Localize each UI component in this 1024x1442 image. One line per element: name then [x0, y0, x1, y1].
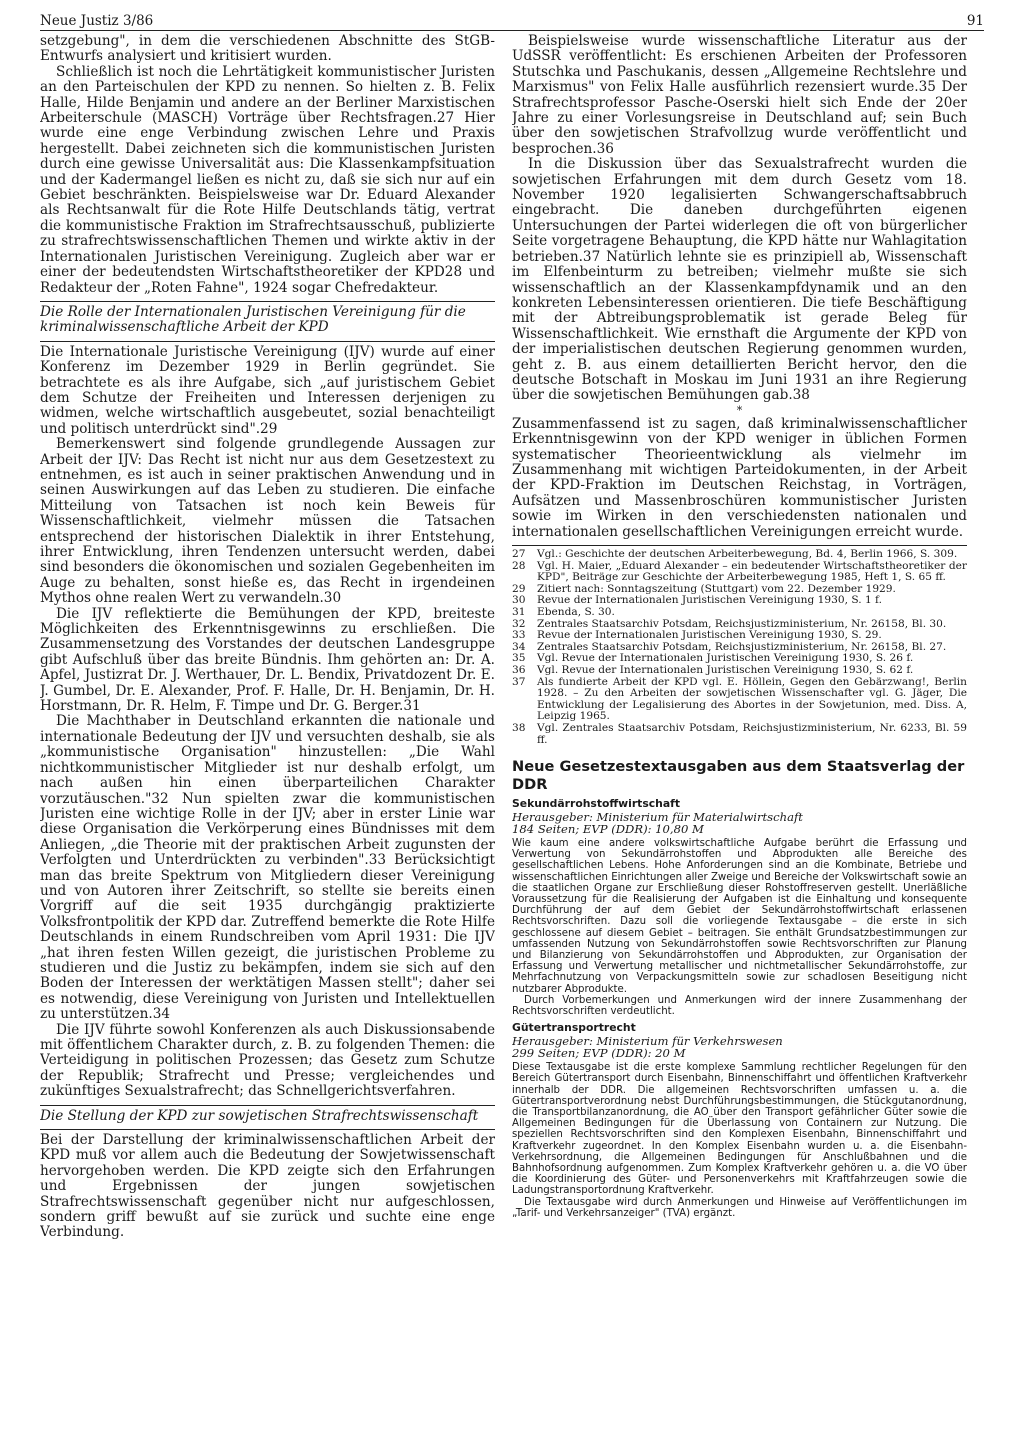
footnote: [512, 607, 967, 619]
footnote: [512, 665, 967, 677]
publication-publisher: Herausgeber: Ministerium für Verkehrswesen: [512, 1033, 783, 1048]
publication-title: Gütertransportrecht: [512, 1021, 636, 1035]
section-divider: [40, 1105, 495, 1106]
footnote-number: 32: [512, 617, 526, 630]
paragraph: setzgebung", in dem die verschiedenen Abschnitte des StGB-Entwurfs analysiert und kritisiert wurden.: [40, 34, 495, 65]
paragraph: Bei der Darstellung der kriminalwissenschaftlichen Arbeit der KPD muß vor allem auch die Bedeutung der Sowjetwissenschaft hervorgehoben werden. Die KPD zeigte sich den Erfahrungen und Ergebnissen der jungen sowjetischen Strafrechtswissenschaft gegenüber nicht nur aufgeschlossen, sondern griff bewußt auf sie zurück und suchte eine enge Verbindung.: [40, 1132, 495, 1241]
publication-description: Durch Vorbemerkungen und Anmerkungen wird der innere Zusammenhang der Rechtsvorschriften verdeutlicht.: [512, 994, 967, 1018]
footnote-number: 30: [512, 594, 526, 607]
footnote-text: Ebenda, S. 30.: [537, 605, 615, 618]
section-heading: Die Stellung der KPD zur sowjetischen Strafrechtswissenschaft: [40, 1107, 479, 1124]
section-divider: [40, 301, 495, 302]
footnote: [512, 723, 967, 746]
publication-details: 299 Seiten; EVP (DDR): 20 M: [512, 1045, 686, 1060]
section-heading: Die Rolle der Internationalen Juristischen Vereinigung für die kriminalwissenschaftliche Arbeit der KPD: [40, 303, 466, 336]
footnote-text: Zentrales Staatsarchiv Potsdam, Reichsjustizministerium, Nr. 26158, Bl. 30.: [537, 617, 947, 630]
publications-box: [512, 758, 967, 1219]
footnote: [512, 549, 967, 561]
paragraph: Beispielsweise wurde wissenschaftliche Literatur aus der UdSSR veröffentlicht: Es erschienen Arbeiten der Professoren Stutschka und Paschukanis, dessen „Allgemeine Rechtslehre und Marxismus" von Felix Halle ausführlich rezensiert wurde.35 Der Strafrechtsprofessor Pasche-Oserski hielt sich Ende der 20er Jahre zu einer Vorlesungsreise in Deutschland auf; sein Buch über den sowjetischen Strafvollzug wurde veröffentlicht und besprochen.36: [512, 34, 967, 157]
footnote: [512, 677, 967, 723]
footnote-text: Vgl. Revue der Internationalen Juristischen Vereinigung 1930, S. 26 f.: [537, 652, 914, 665]
publication-details: 184 Seiten; EVP (DDR): 10,80 M: [512, 821, 704, 836]
footnote-number: 36: [512, 663, 526, 676]
paragraph: Schließlich ist noch die Lehrtätigkeit kommunistischer Juristen an den Parteischulen der KPD zu nennen. So hielten z. B. Felix Halle, Hilde Benjamin und andere an der Berliner Marxistischen Arbeiterschule (MASCH) Vorträge über Rechtsfragen.27 Hier wurde eine enge Verbindung zwischen Lehre und Praxis hergestellt. Dabei zeichneten sich die kommunistischen Juristen durch eine gewisse Universalität aus: Die Klassenkampfsituation und der Kadermangel ließen es nicht zu, daß sie sich nur auf ein Gebiet beschränkten. Beispielsweise war Dr. Eduard Alexander als Rechtsanwalt für die Rote Hilfe Deutschlands tätig, vertrat die kommunistische Fraktion im Strafrechtsausschuß, publizierte zu strafrechtswissenschaftlichen Themen und wirkte aktiv in der Internationalen Juristischen Vereinigung. Zugleich aber war er einer der bedeutendsten Wirtschaftstheoretiker der KPD28 und Redakteur der „Roten Fahne", 1924 sogar Chefredakteur.: [40, 63, 495, 296]
footnote-number: 37: [512, 675, 526, 688]
footnote-text: Zitiert nach: Sonntagszeitung (Stuttgart) vom 22. Dezember 1929.: [537, 582, 896, 595]
paragraph: Bemerkenswert sind folgende grundlegende Aussagen zur Arbeit der IJV: Das Recht ist nicht nur aus dem Gesetzestext zu entnehmen, es ist auch in seiner praktischen Anwendung und in seinen Auswirkungen auf das Leben zu studieren. Die einfache Mitteilung von Tatsachen ist noch kein Beweis für Wissenschaftlichkeit, vielmehr müssen die Tatsachen entsprechend der historischen Dialektik in ihrer Entstehung, ihrer Entwicklung, ihren Tendenzen untersucht werden, dabei sind besonders die ökonomischen und sozialen Gegebenheiten im Auge zu behalten, sonst hieße es, das Recht in irgendeinen Mythos ohne realen Wert zu verwandeln.30: [40, 436, 495, 607]
footnote-number: 27: [512, 548, 526, 560]
footnote-number: 31: [512, 605, 526, 618]
section-divider: [40, 341, 495, 342]
footnote-text: Vgl. Revue der Internationalen Juristischen Vereinigung 1930, S. 62 f.: [537, 663, 914, 676]
footnote-text: Vgl. H. Maier, „Eduard Alexander – ein bedeutender Wirtschaftstheoretiker der KPD", Beiträge zur Geschichte der Arbeiterbewegung 1985, Heft 1, S. 65 ff.: [537, 559, 967, 584]
paragraph: In die Diskussion über das Sexualstrafrecht wurden die sowjetischen Erfahrungen mit dem durch Gesetz vom 18. November 1920 legalisierten Schwangerschaftsabbruch eingebracht. Die daneben durchgeführten eigenen Untersuchungen der Partei widerlegen die oft von bürgerlicher Seite vorgetragene Behauptung, die KPD hätte nur Wahlagitation betrieben.37 Natürlich lehnte sie es prinzipiell ab, Wissenschaft im Elfenbeinturm zu betreiben; vielmehr mußte sie sich wissenschaftlich an der Klassenkampfdynamik und an den konkreten Lebensinteressen orientieren. Die tiefe Beschäftigung mit der Abtreibungsproblematik ist gerade Beleg für Wissenschaftlichkeit. Wie ernsthaft die Argumente der KPD von der imperialistischen deutschen Regierung genommen wurden, geht z. B. aus einem detaillierten Bericht hervor, den die deutsche Botschaft in Moskau im Juni 1931 an ihre Regierung über die sowjetischen Bemühungen gab.38: [512, 156, 967, 404]
journal-issue: Neue Justiz 3/86: [40, 13, 154, 29]
footnote-list: [512, 549, 967, 746]
paragraph: Die IJV reflektierte die Bemühungen der KPD, breiteste Möglichkeiten des Erkenntnisgewinns zu erschließen. Die Zusammensetzung des Vorstandes der deutschen Landesgruppe gibt Aufschluß über das breite Bündnis. Ihm gehörten an: Dr. A. Apfel, Justizrat Dr. J. Werthauer, Dr. L. Bendix, Privatdozent Dr. E. J. Gumbel, Dr. E. Alexander, Prof. F. Halle, Dr. H. Benjamin, Dr. H. Horstmann, Dr. R. Helm, F. Timpe und Dr. G. Berger.31: [40, 605, 495, 715]
section-divider: [40, 1129, 495, 1130]
footnote-number: 35: [512, 652, 526, 665]
footnote: [512, 561, 967, 584]
paragraph: Die IJV führte sowohl Konferenzen als auch Diskussionsabende mit öffentlichem Charakter durch, z. B. zu folgenden Themen: die Verteidigung in politischen Prozessen; das Gesetz zum Schutze der Republik; Strafrecht und Presse; vergleichendes und zukünftiges Sexualstrafrecht; das Schnellgerichtsverfahren.: [40, 1021, 495, 1100]
footnote-text: Vgl.: Geschichte der deutschen Arbeiterbewegung, Bd. 4, Berlin 1966, S. 309.: [537, 548, 958, 560]
asterisk-separator: *: [736, 403, 743, 417]
paragraph: Zusammenfassend ist zu sagen, daß kriminalwissenschaftlicher Erkenntnisgewinn von der KPD weniger in üblichen Formen systematischer Theorieentwicklung als vielmehr im Zusammenhang mit wichtigen Parteidokumenten, in der Arbeit der KPD-Fraktion im Deutschen Reichstag, in Vorträgen, Aufsätzen und Massenbroschüren kommunistischer Juristen sowie im Wirken in den verschiedensten nationalen und internationalen gesellschaftlichen Vereinigungen erreicht wurde.: [512, 415, 967, 540]
right-column: [512, 34, 967, 1438]
publication-description: Diese Textausgabe ist die erste komplexe Sammlung rechtlicher Regelungen für den Bereich Gütertransport durch Eisenbahn, Binnenschiffahrt und öffentlichen Kraftverkehr innerhalb der DDR. Die allgemeinen Rechtsvorschriften umfassen u. a. die Gütertransportverordnung nebst Durchführungsbestimmungen, die Stückgutanordnung, die Transportbilanzanordnung, die AO über den Transport gefährlicher Güter sowie die Allgemeinen Bedingungen für die Überlassung von Containern zur Nutzung. Die speziellen Rechtsvorschriften sind den Komplexen Eisenbahn, Binnenschiffahrt und Kraftverkehr zugeordnet. In den Komplex Eisenbahn wurden u. a. die Eisenbahn-Verkehrsordnung, die Allgemeinen Bedingungen für Anschlußbahnen und die Bahnhofsordnung aufgenommen. Zum Komplex Kraftverkehr gehören u. a. die VO über die Koordinierung des Güter- und Personenverkehrs mit Kraftfahrzeugen sowie die Ladungstransportordnung Kraftverkehr.: [512, 1062, 967, 1197]
publication-title: Sekundärrohstoffwirtschaft: [512, 797, 680, 811]
footnote-text: Revue der Internationalen Juristischen Vereinigung 1930, S. 29.: [537, 629, 882, 642]
page-number: 91: [966, 13, 984, 29]
page-header: [40, 6, 984, 31]
publication-description: Wie kaum eine andere volkswirtschaftliche Aufgabe berührt die Erfassung und Verwertung von Sekundärrohstoffen und Abprodukten alle Bereiche des gesellschaftlichen Lebens. Hohe Anforderungen sind an die Kombinate, Betriebe und wissenschaftlichen Einrichtungen aller Zweige und Bereiche der Volkswirtschaft sowie an die staatlichen Organe zur Erschließung dieser Rohstoffreserven gestellt. Unerläßliche Voraussetzung für die Realisierung der Aufgaben ist die Einhaltung und konsequente Durchführung der auf dem Gebiet der Sekundärrohstoffwirtschaft erlassenen Rechtsvorschriften. Dazu soll die vorliegende Textausgabe – die erste in sich geschlossene auf diesem Gebiet – beitragen. Sie enthält Grundsatzbestimmungen zur umfassenden Nutzung von Sekundärrohstoffen sowie Rechtsvorschriften zur Planung und Bilanzierung von Sekundärrohstoffen und Abprodukten, zur Organisation der Erfassung und Verwertung metallischer und nichtmetallischer Sekundärrohstoffe, zur Mehrfachnutzung von Verpackungsmitteln sowie zur schadlosen Beseitigung nicht nutzbarer Abprodukte.: [512, 838, 967, 995]
publication-publisher: Herausgeber: Ministerium für Materialwirtschaft: [512, 809, 803, 824]
paragraph: Die Internationale Juristische Vereinigung (IJV) wurde auf einer Konferenz im Dezember 1929 in Berlin gegründet. Sie betrachtete es als ihre Aufgabe, sich „auf juristischem Gebiet dem Schutze der Freiheiten und Interessen derjenigen zu widmen, welche wirtschaftlich ausgebeutet, sozial benachteiligt und politisch unterdrückt sind".29: [40, 343, 495, 437]
footnote: [512, 630, 967, 642]
left-column: [40, 34, 495, 1438]
footnote-number: 34: [512, 640, 526, 653]
paragraph: Die Machthaber in Deutschland erkannten die nationale und internationale Bedeutung der IJV und versuchten deshalb, sie als „kommunistische Organisation" hinzustellen: „Die Wahl nichtkommunistischer Mitglieder ist nur deshalb erfolgt, um nach außen hin einen überparteilichen Charakter vorzutäuschen."32 Nun spielten zwar die kommunistischen Juristen eine wichtige Rolle in der IJV; aber in erster Linie war diese Organisation die Verkörperung eines Bündnisses mit dem Anliegen, „die Theorie mit der praktischen Arbeit zugunsten der Verfolgten und Unterdrückten zu verbinden".33 Berücksichtigt man das breite Spektrum von Mitgliedern dieser Vereinigung und von Autoren ihrer Zeitschrift, so stellte sie bereits einen Vorgriff auf die seit 1935 durchgängig praktizierte Volksfrontpolitik der KPD dar. Zutreffend bemerkte die Rote Hilfe Deutschlands in einem Rundschreiben vom April 1931: Die IJV „hat ihren festen Willen gezeigt, die juristischen Probleme zu studieren und die Justiz zu bekämpfen, indem sie sich auf den Boden der Interessen der werktätigen Massen stellt"; daher sei es notwendig, diese Vereinigung von Juristen und Intellektuellen zu unterstützen.34: [40, 713, 495, 1023]
footnote-text: Als fundierte Arbeit der KPD vgl. E. Höllein, Gegen den Gebärzwang!, Berlin 1928. – Zu den Arbeiten der sowjetischen Wissenschafter vgl. G. Jäger, Die Entwicklung der Legalisierung des Abortes in der Sowjetunion, med. Diss. A, Leipzig 1965.: [537, 675, 967, 723]
publication-description: Die Textausgabe wird durch Anmerkungen und Hinweise auf Veröffentlichungen im „Tarif- und Verkehrsanzeiger" (TVA) ergänzt.: [512, 1196, 967, 1219]
footnote-number: 38: [512, 721, 526, 734]
footnote-divider: [512, 545, 967, 546]
footnote-number: 29: [512, 582, 526, 595]
box-title: Neue Gesetzestextausgaben aus dem Staatsverlag der DDR: [512, 758, 965, 794]
footnote-number: 28: [512, 559, 526, 572]
footnote-number: 33: [512, 629, 526, 642]
footnote-text: Revue der Internationalen Juristischen Vereinigung 1930, S. 1 f.: [537, 594, 882, 607]
footnote-text: Vgl. Zentrales Staatsarchiv Potsdam, Reichsjustizministerium, Nr. 6233, Bl. 59 ff.: [537, 721, 967, 746]
footnote-text: Zentrales Staatsarchiv Potsdam, Reichsjustizministerium, Nr. 26158, Bl. 27.: [537, 640, 947, 653]
